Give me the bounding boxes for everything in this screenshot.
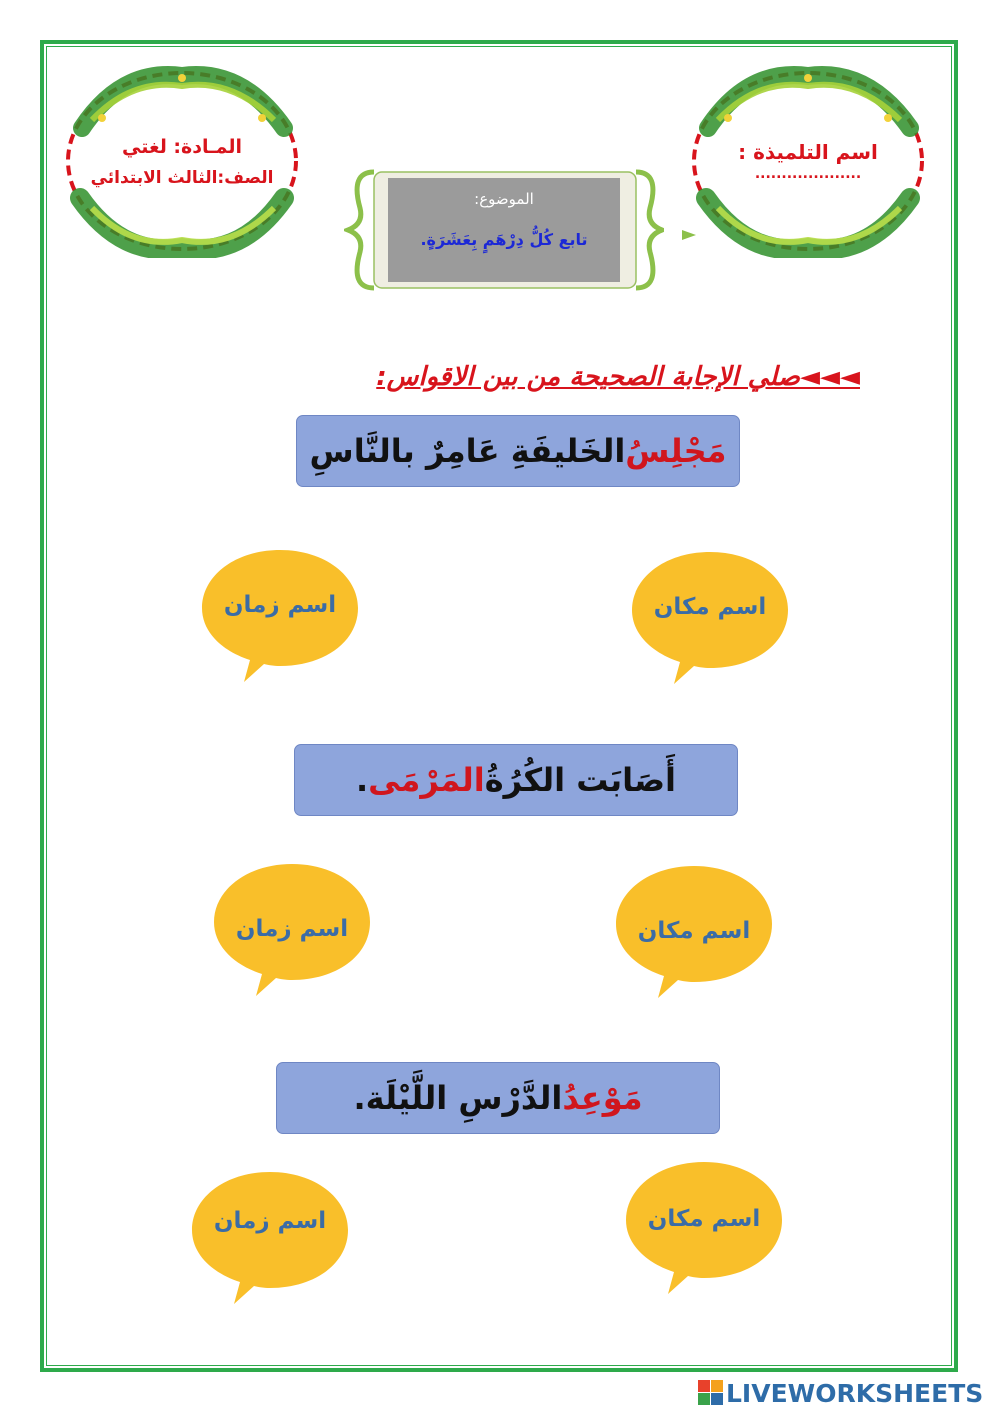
- speech-bubble-icon: [190, 1170, 350, 1306]
- option-label: اسم زمان: [223, 592, 337, 618]
- topic-label: الموضوع:: [474, 190, 534, 208]
- option-place-2[interactable]: [614, 864, 774, 1000]
- sentence-post: الخَليفَةِ عَامِرٌ بالنَّاسِ: [309, 432, 626, 470]
- footer-brand: LIVEWORKSHEETS: [726, 1378, 984, 1408]
- liveworksheets-logo-icon: [698, 1380, 724, 1406]
- subject-wreath: [62, 58, 302, 258]
- option-time-3[interactable]: [190, 1170, 350, 1306]
- topic-value: تابع كُلُّ دِرْهَمٍ بِعَشَرَةٍ.: [420, 230, 588, 249]
- option-place-3[interactable]: [624, 1160, 784, 1296]
- grade-line: الصف:الثالث الابتدائي: [90, 168, 274, 188]
- option-time-2[interactable]: [212, 862, 372, 998]
- topic-box: [388, 178, 620, 282]
- arrow-icon: [678, 228, 698, 242]
- sentence-box-3: [276, 1062, 720, 1134]
- option-place-1[interactable]: [630, 550, 790, 686]
- sentence-post: .: [356, 761, 369, 799]
- sentence-box-2: [294, 744, 738, 816]
- option-label: اسم مكان: [637, 918, 751, 944]
- liveworksheets-logo: [698, 1378, 983, 1408]
- triangles-icon: ◄◄◄: [800, 362, 860, 392]
- leaf-wreath-icon: [62, 58, 302, 258]
- student-label: اسم التلميذة :: [738, 140, 878, 164]
- option-time-1[interactable]: [200, 548, 360, 684]
- instruction: [370, 362, 860, 392]
- sentence-pre: أَصَابَت الكُرُةُ: [484, 761, 677, 799]
- option-label: اسم زمان: [213, 1208, 327, 1234]
- sentence-highlight: مَجْلِسُ: [625, 432, 727, 470]
- sentence-post: الدَّرْسِ اللَّيْلَة.: [353, 1079, 563, 1117]
- sentence-highlight: المَرْمَى: [368, 761, 485, 799]
- student-blank: ....................: [754, 166, 862, 182]
- instruction-text: صلي الإجابة الصحيحة من بين الاقواس:: [376, 362, 800, 392]
- option-label: اسم مكان: [653, 594, 767, 620]
- option-label: اسم زمان: [235, 916, 349, 942]
- subject-line: المـادة: لغتي: [121, 136, 243, 158]
- sentence-box-1: [296, 415, 740, 487]
- option-label: اسم مكان: [647, 1206, 761, 1232]
- sentence-highlight: مَوْعِدُ: [562, 1079, 643, 1117]
- student-wreath: [688, 58, 928, 258]
